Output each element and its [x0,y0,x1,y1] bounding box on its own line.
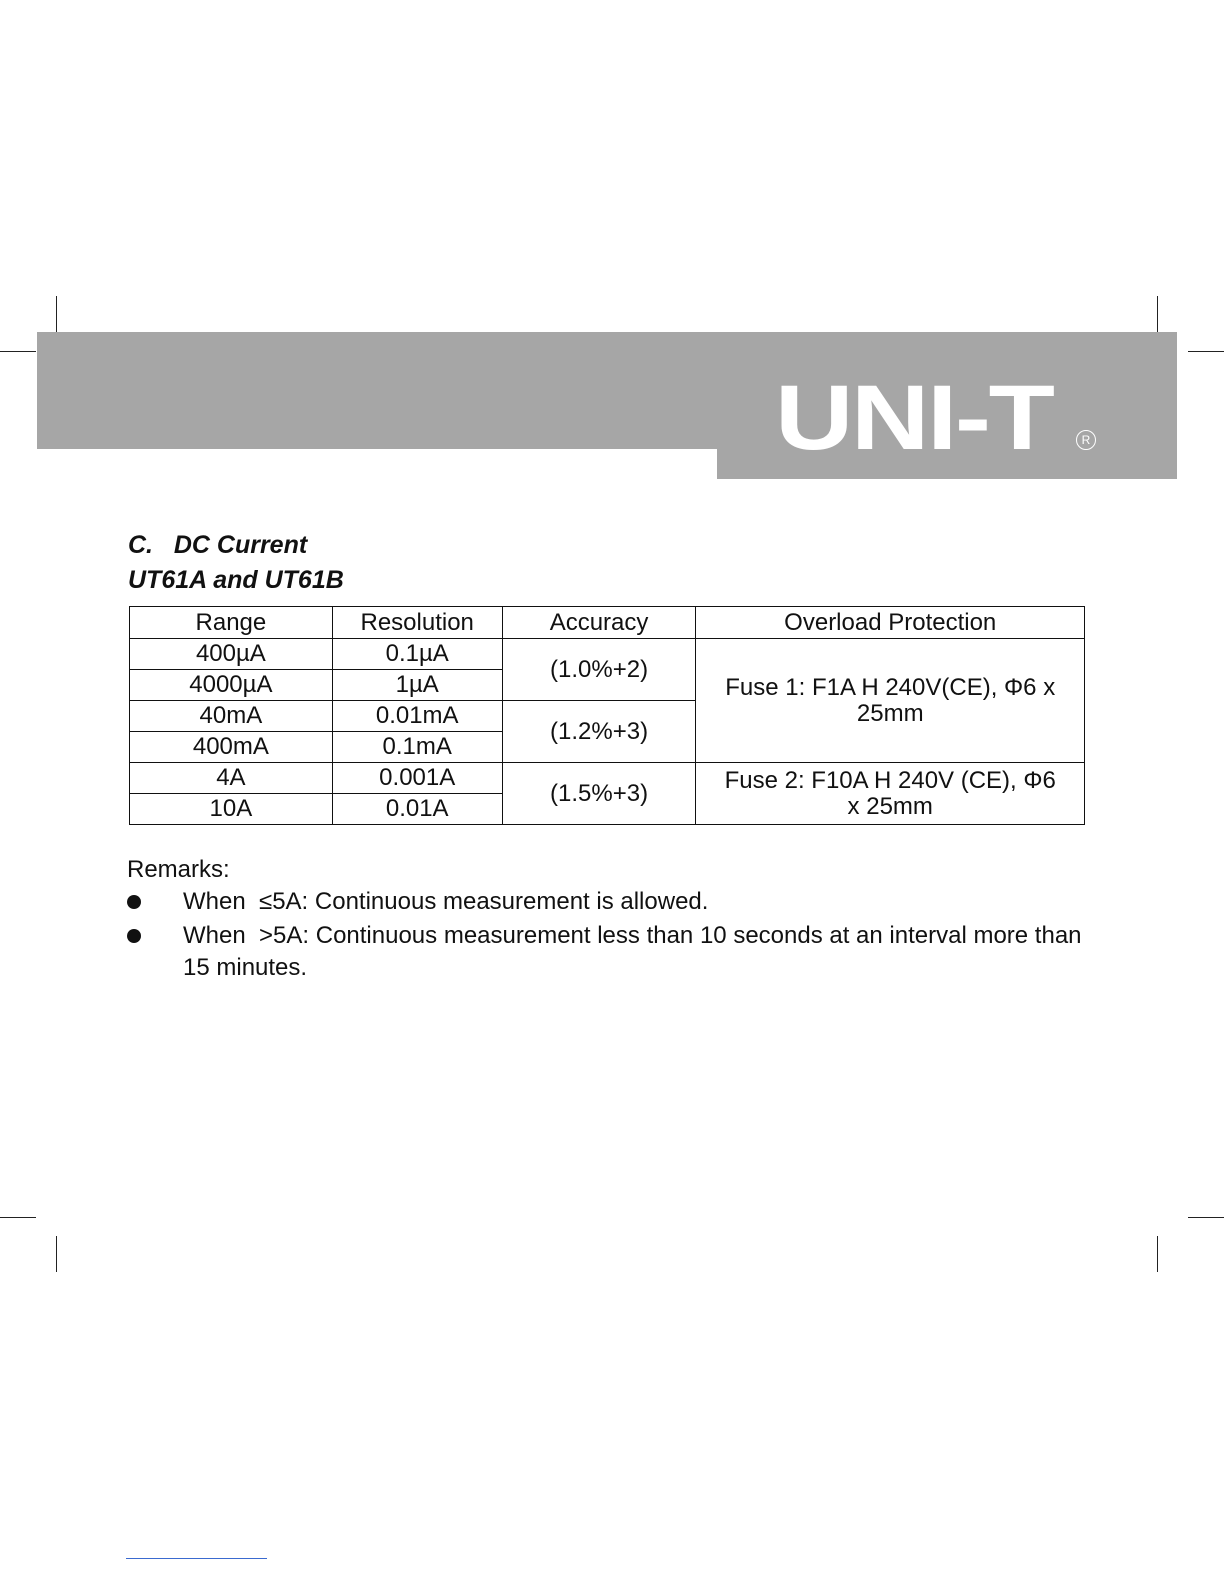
header-overload-protection: Overload Protection [696,607,1085,639]
brand-logo: UNI-T [775,367,1053,469]
section-title: C. DC Current [128,531,308,559]
protection-cell: Fuse 1: F1A H 240V(CE), Φ6 x 25mm [696,639,1085,763]
header-accuracy: Accuracy [502,607,696,639]
crop-mark [56,296,57,332]
remark-text: When ≤5A: Continuous measurement is allowed. [183,888,709,915]
range-cell: 4A [130,763,333,794]
resolution-cell: 0.1µA [332,639,502,670]
crop-mark [1157,296,1158,332]
range-cell: 40mA [130,701,333,732]
remark-text: When >5A: Continuous measurement less than 10 seconds at an interval more than 15 minutes. [183,922,1089,981]
spec-table [129,606,1085,825]
crop-mark [0,351,36,352]
registered-mark-icon: R [1076,430,1096,450]
crop-mark [1188,1217,1224,1218]
header-range: Range [130,607,333,639]
bullet-icon [127,895,141,909]
crop-mark [56,1236,57,1272]
remarks-title: Remarks: [127,856,230,883]
section-subtitle: UT61A and UT61B [128,566,344,594]
range-cell: 400µA [130,639,333,670]
table-row [130,639,1085,670]
crop-mark [1188,351,1224,352]
header-resolution: Resolution [332,607,502,639]
protection-cell: Fuse 2: F10A H 240V (CE), Φ6 x 25mm [696,763,1085,825]
resolution-cell: 0.001A [332,763,502,794]
list-item [127,886,1087,918]
table-header-row [130,607,1085,639]
range-cell: 4000µA [130,670,333,701]
resolution-cell: 0.01A [332,794,502,825]
table-row [130,763,1085,794]
accuracy-cell: (1.5%+3) [502,763,696,825]
range-cell: 400mA [130,732,333,763]
resolution-cell: 0.1mA [332,732,502,763]
accuracy-cell: (1.0%+2) [502,639,696,701]
resolution-cell: 0.01mA [332,701,502,732]
bullet-icon [127,929,141,943]
crop-mark [0,1217,36,1218]
range-cell: 10A [130,794,333,825]
accuracy-cell: (1.2%+3) [502,701,696,763]
crop-mark [1157,1236,1158,1272]
footer-rule [126,1558,267,1559]
list-item [127,920,1087,984]
resolution-cell: 1µA [332,670,502,701]
remarks-section [127,856,1087,984]
